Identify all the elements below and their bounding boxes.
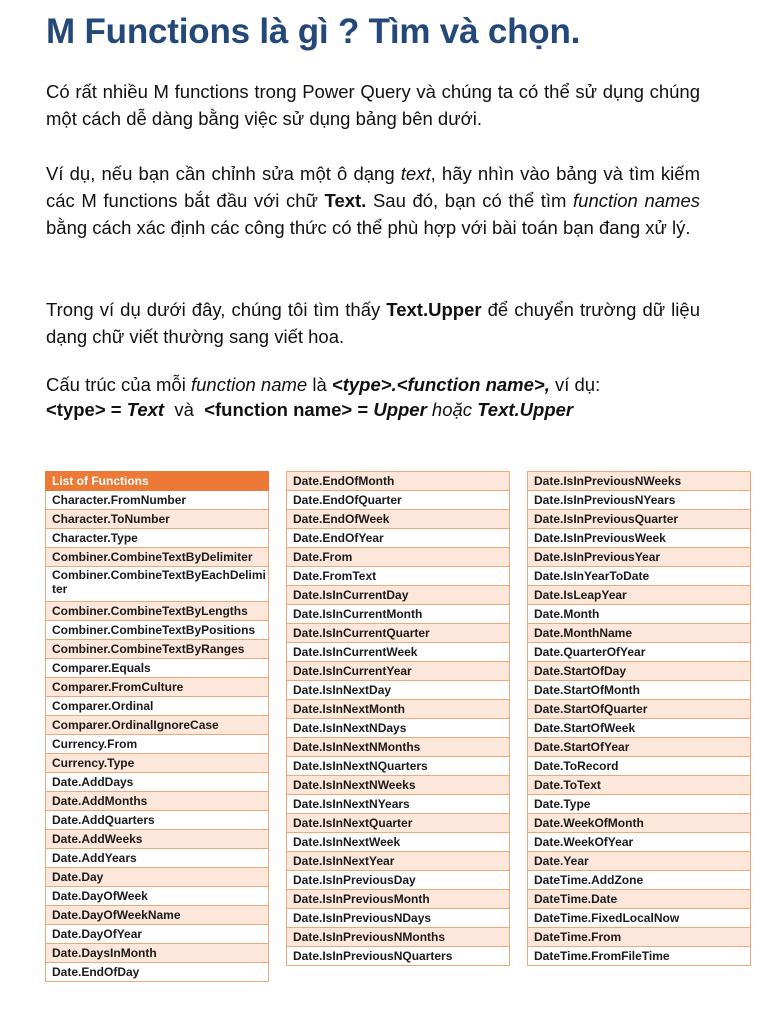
table-row <box>46 678 269 697</box>
function-name-cell: Date.DayOfYear <box>46 925 269 944</box>
function-name-cell: Date.AddDays <box>46 773 269 792</box>
function-name-cell: Date.IsInNextWeek <box>287 833 510 852</box>
table-row <box>287 947 510 966</box>
function-name-cell: Date.IsInNextNYears <box>287 795 510 814</box>
table-row <box>528 871 751 890</box>
table-row <box>46 887 269 906</box>
function-name-cell: Date.IsInPreviousYear <box>528 548 751 567</box>
upper-example-paragraph <box>46 296 700 350</box>
function-name-cell: Combiner.CombineTextByDelimiter <box>46 548 269 567</box>
table-row <box>46 830 269 849</box>
function-name-cell: Date.IsInPreviousWeek <box>528 529 751 548</box>
function-name-cell: Combiner.CombineTextByLengths <box>46 602 269 621</box>
function-name-cell: Date.EndOfYear <box>287 529 510 548</box>
function-name-cell: Comparer.Equals <box>46 659 269 678</box>
table-row <box>46 659 269 678</box>
table-row <box>46 529 269 548</box>
syntax-text: Cấu trúc của mỗi <box>46 374 191 395</box>
syntax-text-bold-italic: Text.Upper <box>477 399 574 420</box>
function-name-cell: Date.IsInCurrentYear <box>287 662 510 681</box>
table-row <box>46 792 269 811</box>
function-name-cell: Combiner.CombineTextByRanges <box>46 640 269 659</box>
function-name-cell: Date.EndOfMonth <box>287 472 510 491</box>
table-row <box>46 811 269 830</box>
example-text: Ví dụ, nếu bạn cần chỉnh sửa một ô dạng <box>46 163 401 184</box>
function-name-cell: Comparer.OrdinalIgnoreCase <box>46 716 269 735</box>
table-row <box>287 890 510 909</box>
function-name-cell: Date.IsInPreviousNDays <box>287 909 510 928</box>
function-name-cell: Date.WeekOfYear <box>528 833 751 852</box>
table-row <box>287 529 510 548</box>
table-row <box>528 586 751 605</box>
function-name-cell: Date.IsInNextNDays <box>287 719 510 738</box>
syntax-paragraph <box>46 372 700 422</box>
table-row <box>287 681 510 700</box>
table-row <box>46 944 269 963</box>
table-row <box>46 548 269 567</box>
table-row <box>287 757 510 776</box>
table-row <box>46 849 269 868</box>
table-row <box>528 776 751 795</box>
table-row <box>46 716 269 735</box>
syntax-text-bold-italic: Upper <box>373 399 427 420</box>
table-row <box>46 567 269 602</box>
table-row <box>528 529 751 548</box>
function-name-cell: Character.Type <box>46 529 269 548</box>
function-name-cell: Date.IsInCurrentDay <box>287 586 510 605</box>
function-name-cell: Date.IsInCurrentMonth <box>287 605 510 624</box>
function-name-cell: Date.IsInNextNWeeks <box>287 776 510 795</box>
table-row <box>528 624 751 643</box>
function-name-cell: Date.StartOfDay <box>528 662 751 681</box>
function-name-cell: Date.ToRecord <box>528 757 751 776</box>
table-row <box>528 814 751 833</box>
table-row <box>287 795 510 814</box>
function-name-cell: DateTime.Date <box>528 890 751 909</box>
table-row <box>528 548 751 567</box>
table-row <box>46 773 269 792</box>
function-name-cell: Date.Year <box>528 852 751 871</box>
function-name-cell: Date.IsLeapYear <box>528 586 751 605</box>
function-list-table-2 <box>286 471 510 966</box>
function-name-cell: DateTime.From <box>528 928 751 947</box>
function-name-cell: Date.EndOfQuarter <box>287 491 510 510</box>
function-name-cell: Date.IsInCurrentQuarter <box>287 624 510 643</box>
function-name-cell: Date.Month <box>528 605 751 624</box>
function-name-cell: Date.IsInNextNMonths <box>287 738 510 757</box>
table-row <box>46 640 269 659</box>
table-row <box>287 776 510 795</box>
function-name-cell: Date.IsInPreviousQuarter <box>528 510 751 529</box>
table-row <box>528 833 751 852</box>
table-row <box>287 814 510 833</box>
function-name-cell: Date.StartOfQuarter <box>528 700 751 719</box>
table-row <box>287 491 510 510</box>
table-row <box>528 890 751 909</box>
function-name-cell: Date.IsInPreviousNMonths <box>287 928 510 947</box>
function-name-cell: Date.IsInNextDay <box>287 681 510 700</box>
function-name-cell: Date.StartOfYear <box>528 738 751 757</box>
upper-text-bold: Text.Upper <box>386 299 482 320</box>
function-list-table-3 <box>527 471 751 966</box>
function-name-cell: Date.AddQuarters <box>46 811 269 830</box>
syntax-text: ví dụ: <box>549 374 601 395</box>
function-name-cell: Comparer.Ordinal <box>46 697 269 716</box>
table-row <box>46 491 269 510</box>
function-name-cell: Date.IsInPreviousMonth <box>287 890 510 909</box>
function-list-table-1 <box>45 471 269 982</box>
table-row <box>528 947 751 966</box>
function-name-cell: Date.MonthName <box>528 624 751 643</box>
syntax-text-bold: <function name> = <box>204 399 374 420</box>
function-name-cell: Date.IsInPreviousNYears <box>528 491 751 510</box>
table-row <box>46 510 269 529</box>
syntax-text-bold-italic: Text <box>126 399 165 420</box>
table-row <box>46 602 269 621</box>
table-row <box>287 548 510 567</box>
table-row <box>528 567 751 586</box>
table-row <box>46 906 269 925</box>
table-row <box>287 605 510 624</box>
table-row <box>528 491 751 510</box>
syntax-text-italic: function name <box>190 374 308 395</box>
example-text: bằng cách xác định các công thức có thể phù hợp với bài toán bạn đang xử lý. <box>46 217 691 238</box>
example-text: , hãy nhìn vào bảng và tìm kiếm các M functions bắt đầu với chữ <box>46 163 700 211</box>
function-name-cell: Currency.From <box>46 735 269 754</box>
syntax-text: là <box>307 374 332 395</box>
table-row <box>46 697 269 716</box>
table-row <box>287 852 510 871</box>
function-name-cell: Date.AddWeeks <box>46 830 269 849</box>
table-row <box>528 909 751 928</box>
function-name-cell: Date.IsInPreviousDay <box>287 871 510 890</box>
table-row <box>528 719 751 738</box>
table-row <box>287 643 510 662</box>
table-row <box>287 586 510 605</box>
function-name-cell: Date.ToText <box>528 776 751 795</box>
function-name-cell: Date.IsInNextYear <box>287 852 510 871</box>
function-name-cell: Date.AddMonths <box>46 792 269 811</box>
table-row <box>287 738 510 757</box>
table-row <box>46 925 269 944</box>
function-name-cell: Date.Type <box>528 795 751 814</box>
example-paragraph <box>46 160 700 241</box>
function-name-cell: Currency.Type <box>46 754 269 773</box>
function-name-cell: Date.From <box>287 548 510 567</box>
function-name-cell: Date.IsInNextNQuarters <box>287 757 510 776</box>
function-name-cell: Date.StartOfWeek <box>528 719 751 738</box>
syntax-text: và <box>164 399 205 420</box>
table-row <box>46 754 269 773</box>
function-name-cell: Date.QuarterOfYear <box>528 643 751 662</box>
function-name-cell: Date.StartOfMonth <box>528 681 751 700</box>
table-row <box>528 662 751 681</box>
intro-paragraph: Có rất nhiều M functions trong Power Query và chúng ta có thể sử dụng chúng một cách dễ dàng bằng việc sử dụng bảng bên dưới. <box>46 81 700 129</box>
table-row <box>528 605 751 624</box>
table-row <box>46 735 269 754</box>
function-name-cell: Date.WeekOfMonth <box>528 814 751 833</box>
function-name-cell: Date.AddYears <box>46 849 269 868</box>
function-name-cell: Combiner.CombineTextByPositions <box>46 621 269 640</box>
function-name-cell: Date.FromText <box>287 567 510 586</box>
function-name-cell: DateTime.AddZone <box>528 871 751 890</box>
example-text-bold: Text. <box>324 190 367 211</box>
function-name-cell: Date.IsInNextMonth <box>287 700 510 719</box>
upper-text: để chuyển trường dữ liệu dạng chữ viết thường sang viết hoa. <box>46 299 700 347</box>
function-name-cell: Date.DayOfWeek <box>46 887 269 906</box>
function-name-cell: Date.EndOfDay <box>46 963 269 982</box>
table-row <box>287 662 510 681</box>
table-row <box>528 738 751 757</box>
function-name-cell: Character.ToNumber <box>46 510 269 529</box>
syntax-text-bold-italic: <type>.<function name>, <box>331 374 550 395</box>
table-row <box>528 643 751 662</box>
function-name-cell: DateTime.FromFileTime <box>528 947 751 966</box>
example-text: Sau đó, bạn có thể tìm <box>366 190 574 211</box>
table-row <box>287 510 510 529</box>
table-row <box>46 621 269 640</box>
page-title: M Functions là gì ? Tìm và chọn. <box>46 12 581 51</box>
function-name-cell: Combiner.CombineTextByEachDelimiter <box>46 567 269 602</box>
table-row <box>528 681 751 700</box>
table-row <box>528 852 751 871</box>
table-row <box>287 833 510 852</box>
table-row <box>287 928 510 947</box>
table-header-cell: List of Functions <box>46 472 269 491</box>
table-row <box>528 510 751 529</box>
upper-text: Trong ví dụ dưới đây, chúng tôi tìm thấy <box>46 299 387 320</box>
table-row <box>287 871 510 890</box>
table-row <box>528 795 751 814</box>
function-name-cell: DateTime.FixedLocalNow <box>528 909 751 928</box>
function-name-cell: Date.IsInYearToDate <box>528 567 751 586</box>
example-text-italic: function names <box>573 190 700 211</box>
table-row <box>46 868 269 887</box>
function-name-cell: Date.EndOfWeek <box>287 510 510 529</box>
function-name-cell: Date.DayOfWeekName <box>46 906 269 925</box>
function-name-cell: Date.IsInPreviousNQuarters <box>287 947 510 966</box>
table-row <box>287 700 510 719</box>
table-row <box>287 472 510 491</box>
example-text-italic: text <box>400 163 431 184</box>
table-row <box>528 928 751 947</box>
function-name-cell: Date.IsInNextQuarter <box>287 814 510 833</box>
function-name-cell: Character.FromNumber <box>46 491 269 510</box>
table-row <box>46 963 269 982</box>
table-row <box>528 700 751 719</box>
syntax-text-bold: <type> = <box>46 399 127 420</box>
table-row <box>528 472 751 491</box>
function-name-cell: Date.DaysInMonth <box>46 944 269 963</box>
table-header-row <box>46 472 269 491</box>
function-name-cell: Date.Day <box>46 868 269 887</box>
table-row <box>528 757 751 776</box>
table-row <box>287 909 510 928</box>
syntax-text-italic: hoặc <box>426 399 478 420</box>
table-row <box>287 567 510 586</box>
function-name-cell: Date.IsInCurrentWeek <box>287 643 510 662</box>
function-name-cell: Date.IsInPreviousNWeeks <box>528 472 751 491</box>
function-name-cell: Comparer.FromCulture <box>46 678 269 697</box>
table-row <box>287 624 510 643</box>
table-row <box>287 719 510 738</box>
